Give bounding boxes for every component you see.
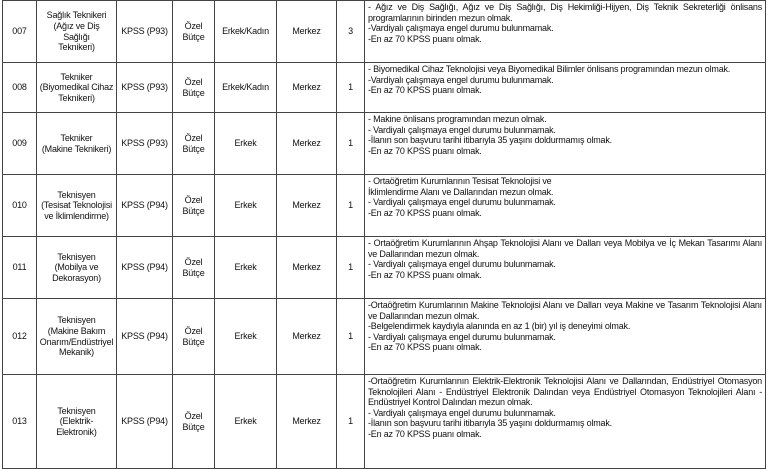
requirement-item: -İlanın son başvuru tarihi itibarıyla 35 yaşını doldurmamış olmak.	[368, 135, 612, 146]
requirement-item: -En az 70 KPSS puanı olmak.	[368, 33, 482, 44]
gender: Erkek/Kadın	[215, 63, 277, 113]
location: Merkez	[277, 63, 337, 113]
requirement-item: - Ortaöğretim Kurumlarının Ahşap Teknolojisi Alanı ve Dalları veya Mobilya ve İç Mekan Tasarımı Alanı ve Dallarından mezun olmak.	[368, 238, 762, 259]
position-code: 008	[3, 63, 37, 113]
budget-type-line: Özel	[184, 20, 203, 31]
budget-type	[173, 375, 215, 469]
position-title-line: (Mobilya ve	[54, 262, 99, 273]
budget-type-line: Bütçe	[182, 421, 205, 432]
position-title-line: Tekniker	[60, 71, 93, 82]
requirement-item: - Ağız ve Diş Sağlığı, Ağız ve Diş Sağlığı, Diş Hekimliği-Hijyen, Diş Teknik Sekreterliği önlisans programlarının birinden mezun olmak.	[368, 2, 762, 23]
budget-type-line: Özel	[184, 194, 203, 205]
gender: Erkek	[215, 237, 277, 299]
position-title-line: ve İklimlendirme)	[44, 210, 109, 221]
position-title	[37, 175, 117, 237]
gender: Erkek	[215, 375, 277, 469]
budget-type	[173, 113, 215, 175]
requirement-item: - Vardiyalı çalışmaya engel durumu bulunmamak.	[368, 197, 556, 208]
position-count: 1	[337, 375, 365, 469]
position-title-line: (Makine Teknikeri)	[41, 143, 112, 154]
budget-type-line: Özel	[184, 256, 203, 267]
requirement-item: -Ortaöğretim Kurumlarının Elektrik-Elektronik Teknolojisi Alanı ve Dallarından, Endüstriyel Otomasyon Teknolojileri Alanı - Endüstriyel Elektronik Dalından veya Endüstriyel Otomasyon Teknolojileri Alanı - Endüstriyel Kontrol Dalından mezun olmak.	[368, 376, 762, 408]
position-code: 011	[3, 237, 37, 299]
position-count: 1	[337, 237, 365, 299]
job-listing-table	[2, 0, 766, 469]
requirement-item: - Vardiyalı çalışmaya engel durumu bulunmamak.	[368, 331, 556, 342]
position-code: 010	[3, 175, 37, 237]
gender: Erkek	[215, 299, 277, 375]
requirements	[365, 175, 766, 237]
position-code: 009	[3, 113, 37, 175]
position-title-line: Teknisyen	[57, 405, 96, 416]
exam-type: KPSS (P93)	[117, 1, 173, 63]
budget-type-line: Bütçe	[182, 336, 205, 347]
location: Merkez	[277, 1, 337, 63]
budget-type-line: Bütçe	[182, 205, 205, 216]
requirement-item: -En az 70 KPSS puanı olmak.	[368, 207, 482, 218]
requirements	[365, 299, 766, 375]
position-title-line: Teknisyen	[57, 189, 96, 200]
position-title-line: Dekorasyon)	[52, 272, 101, 283]
requirement-item: - Vardiyalı çalışmaya engel durumu bulunmamak.	[368, 124, 556, 135]
budget-type-line: Bütçe	[182, 87, 205, 98]
exam-type: KPSS (P94)	[117, 375, 173, 469]
table-row	[3, 237, 766, 299]
location: Merkez	[277, 237, 337, 299]
budget-type-line: Bütçe	[182, 267, 205, 278]
position-title	[37, 299, 117, 375]
position-title	[37, 1, 117, 63]
requirement-item: -En az 70 KPSS puanı olmak.	[368, 342, 482, 353]
exam-type: KPSS (P94)	[117, 175, 173, 237]
position-title-line: Teknisyen	[57, 251, 96, 262]
position-title-line: Teknikeri)	[58, 92, 95, 103]
requirement-item: -En az 70 KPSS puanı olmak.	[368, 145, 482, 156]
budget-type-line: Özel	[184, 325, 203, 336]
position-title-line: (Biyomedikal Cihaz	[39, 82, 114, 93]
gender: Erkek	[215, 175, 277, 237]
budget-type-line: Özel	[184, 76, 203, 87]
exam-type: KPSS (P93)	[117, 63, 173, 113]
position-title-line: (Elektrik- Elektronik)	[56, 416, 97, 437]
position-count: 1	[337, 175, 365, 237]
budget-type-line: Özel	[184, 410, 203, 421]
gender: Erkek	[215, 113, 277, 175]
position-code: 012	[3, 299, 37, 375]
requirement-item: -En az 70 KPSS puanı olmak.	[368, 85, 482, 96]
position-count: 3	[337, 1, 365, 63]
position-code: 007	[3, 1, 37, 63]
position-count: 1	[337, 113, 365, 175]
budget-type-line: Özel	[184, 132, 203, 143]
position-title-line: Onarım/Endüstriyel	[39, 336, 114, 347]
exam-type: KPSS (P93)	[117, 113, 173, 175]
table-row	[3, 63, 766, 113]
requirements	[365, 237, 766, 299]
position-title-line: (Makine Bakım	[47, 325, 106, 336]
position-title-line: Teknisyen	[57, 315, 96, 326]
location: Merkez	[277, 175, 337, 237]
requirement-item: - Biyomedikal Cihaz Teknolojisi veya Biyomedikal Bilimler önlisans programından mezun olmak.	[368, 64, 731, 74]
position-title	[37, 113, 117, 175]
requirement-item: -En az 70 KPSS puanı olmak.	[368, 269, 482, 280]
budget-type	[173, 299, 215, 375]
position-code: 013	[3, 375, 37, 469]
requirement-item: -Ortaöğretim Kurumlarının Makine Teknolojisi Alanı ve Dalları veya Makine ve Tasarım Teknolojisi Alanı ve Dallarından mezun olmak.	[368, 300, 762, 321]
requirement-item: - Vardiyalı çalışmaya engel durumu bulunmamak.	[368, 407, 556, 418]
location: Merkez	[277, 113, 337, 175]
requirement-item: -En az 70 KPSS puanı olmak.	[368, 428, 482, 439]
table-row	[3, 113, 766, 175]
requirement-item: -Belgelendirmek kaydıyla alanında en az 1 (bir) yıl iş deneyimi olmak.	[368, 321, 631, 332]
budget-type	[173, 237, 215, 299]
gender: Erkek/Kadın	[215, 1, 277, 63]
position-title	[37, 375, 117, 469]
exam-type: KPSS (P94)	[117, 299, 173, 375]
exam-type: KPSS (P94)	[117, 237, 173, 299]
requirements	[365, 375, 766, 469]
location: Merkez	[277, 299, 337, 375]
table-row	[3, 175, 766, 237]
requirements	[365, 63, 766, 113]
position-title-line: Teknikeri)	[58, 42, 95, 53]
position-count: 1	[337, 299, 365, 375]
requirement-item: -İlanın son başvuru tarihi itibarıyla 35 yaşını doldurmamış olmak.	[368, 418, 612, 429]
requirement-item: - Vardiyalı çalışmaya engel durumu bulunmamak.	[368, 259, 556, 270]
table-body	[3, 1, 766, 469]
requirement-item: İklimlendirme Alanı ve Dallarından mezun olmak.	[368, 186, 554, 197]
position-title-line: Mekanik)	[59, 347, 94, 358]
position-title	[37, 237, 117, 299]
position-title	[37, 63, 117, 113]
requirement-item: - Makine önlisans programından mezun olmak.	[368, 114, 547, 124]
requirement-item: - Ortaöğretim Kurumlarının Tesisat Teknolojisi ve	[368, 176, 552, 186]
position-count: 1	[337, 63, 365, 113]
requirement-item: -Vardiyalı çalışmaya engel durumu bulunmamak.	[368, 74, 554, 85]
position-title-line: Sağlık Teknikeri	[46, 10, 107, 21]
position-title-line: (Tesisat Teknolojisi	[41, 200, 112, 211]
budget-type	[173, 175, 215, 237]
budget-type-line: Bütçe	[182, 143, 205, 154]
requirement-item: -Vardiyalı çalışmaya engel durumu bulunmamak.	[368, 23, 554, 34]
position-title-line: Tekniker	[60, 132, 93, 143]
requirements	[365, 1, 766, 63]
table-row	[3, 375, 766, 469]
position-title-line: (Ağız ve Diş Sağlığı	[53, 20, 100, 42]
requirements	[365, 113, 766, 175]
table-row	[3, 1, 766, 63]
location: Merkez	[277, 375, 337, 469]
budget-type	[173, 1, 215, 63]
budget-type	[173, 63, 215, 113]
table-row	[3, 299, 766, 375]
budget-type-line: Bütçe	[182, 31, 205, 42]
